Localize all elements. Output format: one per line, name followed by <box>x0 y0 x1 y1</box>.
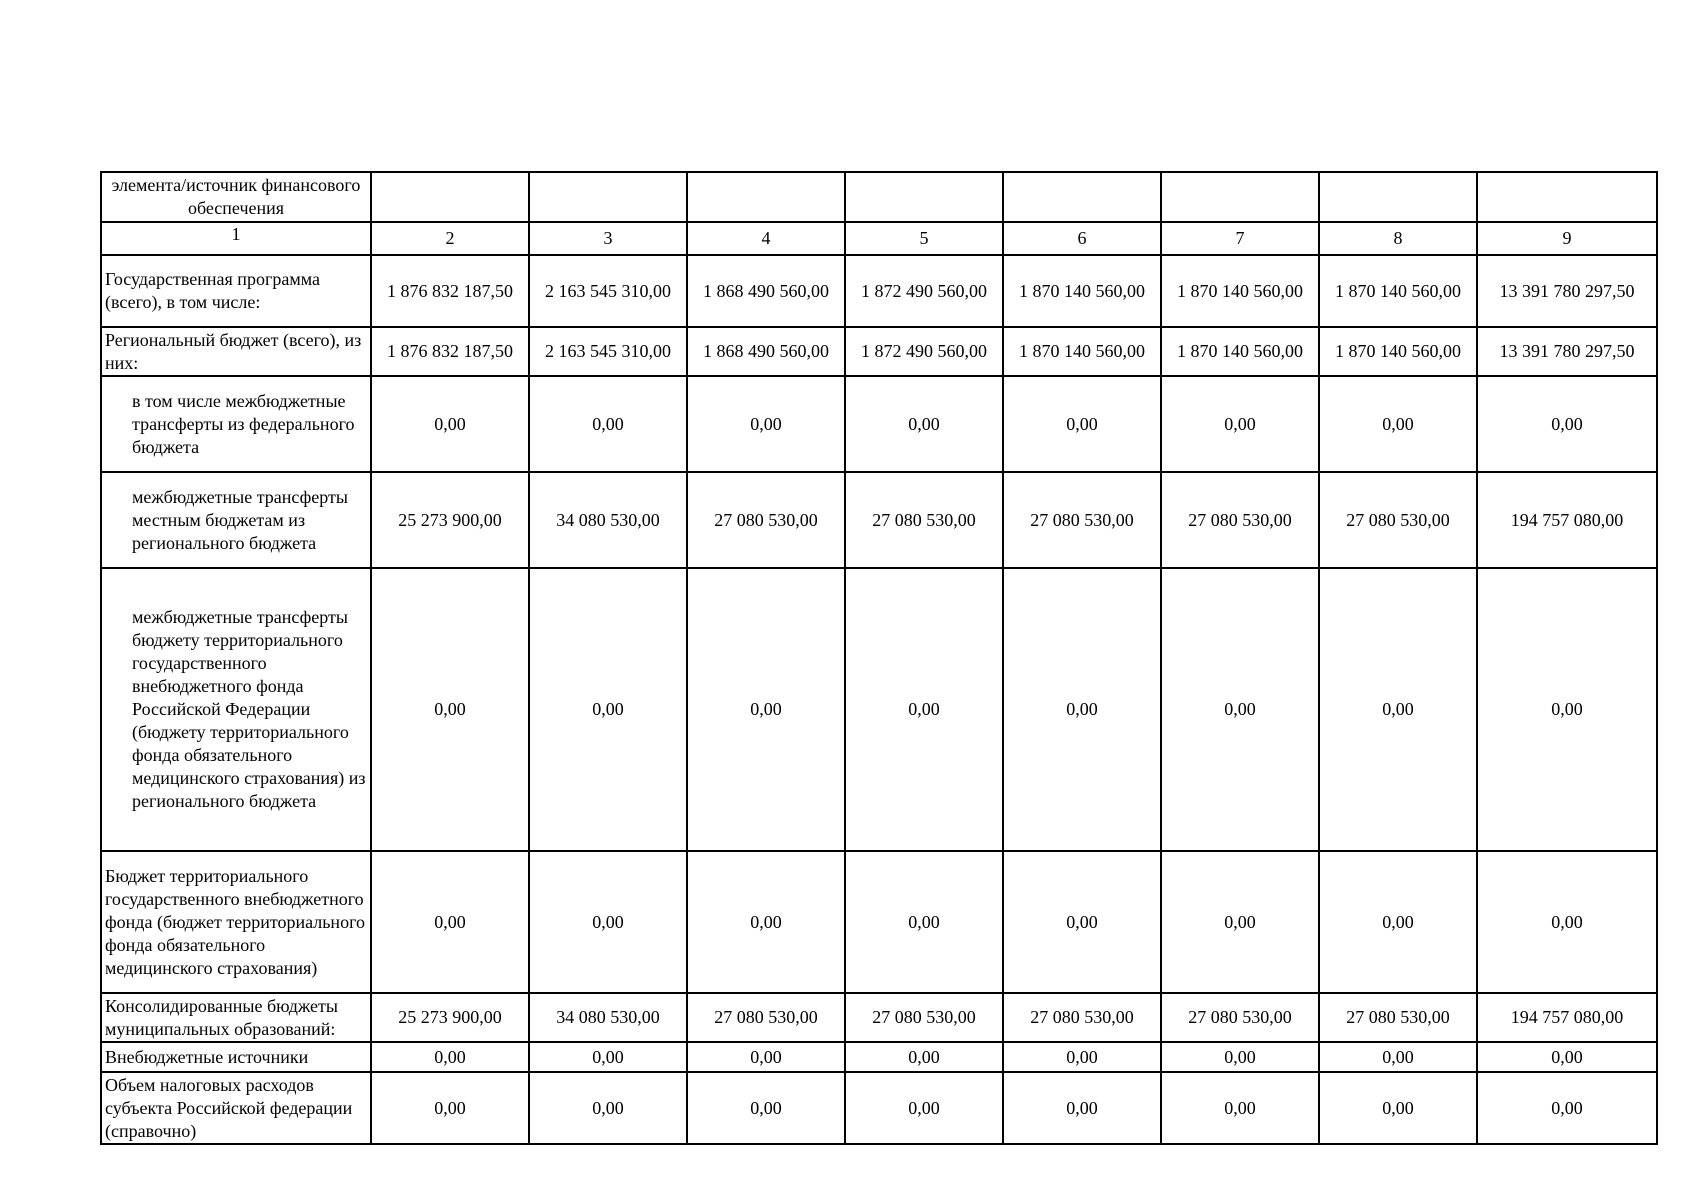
value-cell: 0,00 <box>687 1072 845 1144</box>
header-cell <box>529 172 687 222</box>
header-cell <box>1319 172 1477 222</box>
value-cell: 27 080 530,00 <box>1319 472 1477 568</box>
value-cell: 0,00 <box>1319 1072 1477 1144</box>
value-cell: 13 391 780 297,50 <box>1477 327 1657 376</box>
value-cell: 0,00 <box>1319 1042 1477 1072</box>
value-cell: 0,00 <box>529 568 687 851</box>
value-cell: 0,00 <box>687 1042 845 1072</box>
row-label: Государственная программа (всего), в том числе: <box>101 255 371 327</box>
value-cell: 0,00 <box>845 376 1003 472</box>
value-cell: 27 080 530,00 <box>687 993 845 1042</box>
row-label: в том числе межбюджетные трансферты из федерального бюджета <box>101 376 371 472</box>
column-number: 8 <box>1319 222 1477 255</box>
table-row <box>101 255 1657 327</box>
value-cell: 1 870 140 560,00 <box>1003 255 1161 327</box>
value-cell: 0,00 <box>1161 376 1319 472</box>
value-cell: 0,00 <box>687 851 845 993</box>
value-cell: 0,00 <box>1161 851 1319 993</box>
value-cell: 27 080 530,00 <box>1003 993 1161 1042</box>
table-row <box>101 472 1657 568</box>
value-cell: 27 080 530,00 <box>845 993 1003 1042</box>
value-cell: 0,00 <box>371 376 529 472</box>
row-label: Объем налоговых расходов субъекта Российской федерации (справочно) <box>101 1072 371 1144</box>
row-label: Внебюджетные источники <box>101 1042 371 1072</box>
column-number: 4 <box>687 222 845 255</box>
header-cell <box>1477 172 1657 222</box>
header-cell <box>845 172 1003 222</box>
value-cell: 34 080 530,00 <box>529 993 687 1042</box>
value-cell: 0,00 <box>1319 851 1477 993</box>
value-cell: 27 080 530,00 <box>1319 993 1477 1042</box>
value-cell: 0,00 <box>371 1042 529 1072</box>
value-cell: 0,00 <box>1477 851 1657 993</box>
column-number: 7 <box>1161 222 1319 255</box>
row-label: Бюджет территориального государственного внебюджетного фонда (бюджет территориального фонда обязательного медицинского страхования) <box>101 851 371 993</box>
header-cell <box>687 172 845 222</box>
value-cell: 0,00 <box>1161 568 1319 851</box>
value-cell: 27 080 530,00 <box>845 472 1003 568</box>
value-cell: 0,00 <box>1161 1042 1319 1072</box>
column-1-header: элемента/источник финансового обеспечения <box>101 172 371 222</box>
value-cell: 0,00 <box>1003 568 1161 851</box>
row-label: Региональный бюджет (всего), из них: <box>101 327 371 376</box>
value-cell: 0,00 <box>1003 1042 1161 1072</box>
column-number: 5 <box>845 222 1003 255</box>
value-cell: 0,00 <box>529 1072 687 1144</box>
value-cell: 0,00 <box>529 851 687 993</box>
value-cell: 0,00 <box>845 851 1003 993</box>
value-cell: 1 870 140 560,00 <box>1319 255 1477 327</box>
header-cell <box>1003 172 1161 222</box>
value-cell: 1 868 490 560,00 <box>687 327 845 376</box>
value-cell: 0,00 <box>845 1042 1003 1072</box>
value-cell: 194 757 080,00 <box>1477 993 1657 1042</box>
value-cell: 1 876 832 187,50 <box>371 255 529 327</box>
column-number: 9 <box>1477 222 1657 255</box>
value-cell: 0,00 <box>1477 376 1657 472</box>
value-cell: 1 870 140 560,00 <box>1161 327 1319 376</box>
value-cell: 0,00 <box>687 568 845 851</box>
financing-table <box>100 171 1658 1145</box>
value-cell: 2 163 545 310,00 <box>529 327 687 376</box>
value-cell: 1 872 490 560,00 <box>845 255 1003 327</box>
value-cell: 0,00 <box>1319 376 1477 472</box>
value-cell: 0,00 <box>1003 851 1161 993</box>
header-row <box>101 172 1657 222</box>
row-label: Консолидированные бюджеты муниципальных образований: <box>101 993 371 1042</box>
header-cell <box>1161 172 1319 222</box>
row-label: межбюджетные трансферты местным бюджетам из регионального бюджета <box>101 472 371 568</box>
value-cell: 1 870 140 560,00 <box>1319 327 1477 376</box>
value-cell: 1 876 832 187,50 <box>371 327 529 376</box>
value-cell: 27 080 530,00 <box>687 472 845 568</box>
table-row <box>101 1072 1657 1144</box>
value-cell: 0,00 <box>1477 1072 1657 1144</box>
table-row <box>101 568 1657 851</box>
value-cell: 27 080 530,00 <box>1003 472 1161 568</box>
table-row <box>101 993 1657 1042</box>
value-cell: 25 273 900,00 <box>371 993 529 1042</box>
table-row <box>101 327 1657 376</box>
value-cell: 1 872 490 560,00 <box>845 327 1003 376</box>
table-row <box>101 851 1657 993</box>
table-row <box>101 1042 1657 1072</box>
value-cell: 0,00 <box>687 376 845 472</box>
row-label: межбюджетные трансферты бюджету территориального государственного внебюджетного фонда Российской Федерации (бюджету территориального фонда обязательного медицинского страхования) из регионального бюджета <box>101 568 371 851</box>
value-cell: 13 391 780 297,50 <box>1477 255 1657 327</box>
value-cell: 1 868 490 560,00 <box>687 255 845 327</box>
value-cell: 0,00 <box>371 1072 529 1144</box>
value-cell: 0,00 <box>529 376 687 472</box>
column-number: 2 <box>371 222 529 255</box>
value-cell: 0,00 <box>1161 1072 1319 1144</box>
value-cell: 0,00 <box>1319 568 1477 851</box>
value-cell: 34 080 530,00 <box>529 472 687 568</box>
value-cell: 1 870 140 560,00 <box>1003 327 1161 376</box>
column-number: 1 <box>101 222 371 255</box>
value-cell: 0,00 <box>845 1072 1003 1144</box>
value-cell: 0,00 <box>1003 376 1161 472</box>
value-cell: 0,00 <box>1477 568 1657 851</box>
value-cell: 25 273 900,00 <box>371 472 529 568</box>
value-cell: 0,00 <box>845 568 1003 851</box>
value-cell: 0,00 <box>371 851 529 993</box>
value-cell: 0,00 <box>529 1042 687 1072</box>
value-cell: 0,00 <box>371 568 529 851</box>
table-row <box>101 376 1657 472</box>
column-number: 3 <box>529 222 687 255</box>
value-cell: 0,00 <box>1477 1042 1657 1072</box>
value-cell: 27 080 530,00 <box>1161 993 1319 1042</box>
header-cell <box>371 172 529 222</box>
value-cell: 2 163 545 310,00 <box>529 255 687 327</box>
column-numbers-row <box>101 222 1657 255</box>
value-cell: 0,00 <box>1003 1072 1161 1144</box>
column-number: 6 <box>1003 222 1161 255</box>
value-cell: 1 870 140 560,00 <box>1161 255 1319 327</box>
value-cell: 27 080 530,00 <box>1161 472 1319 568</box>
value-cell: 194 757 080,00 <box>1477 472 1657 568</box>
